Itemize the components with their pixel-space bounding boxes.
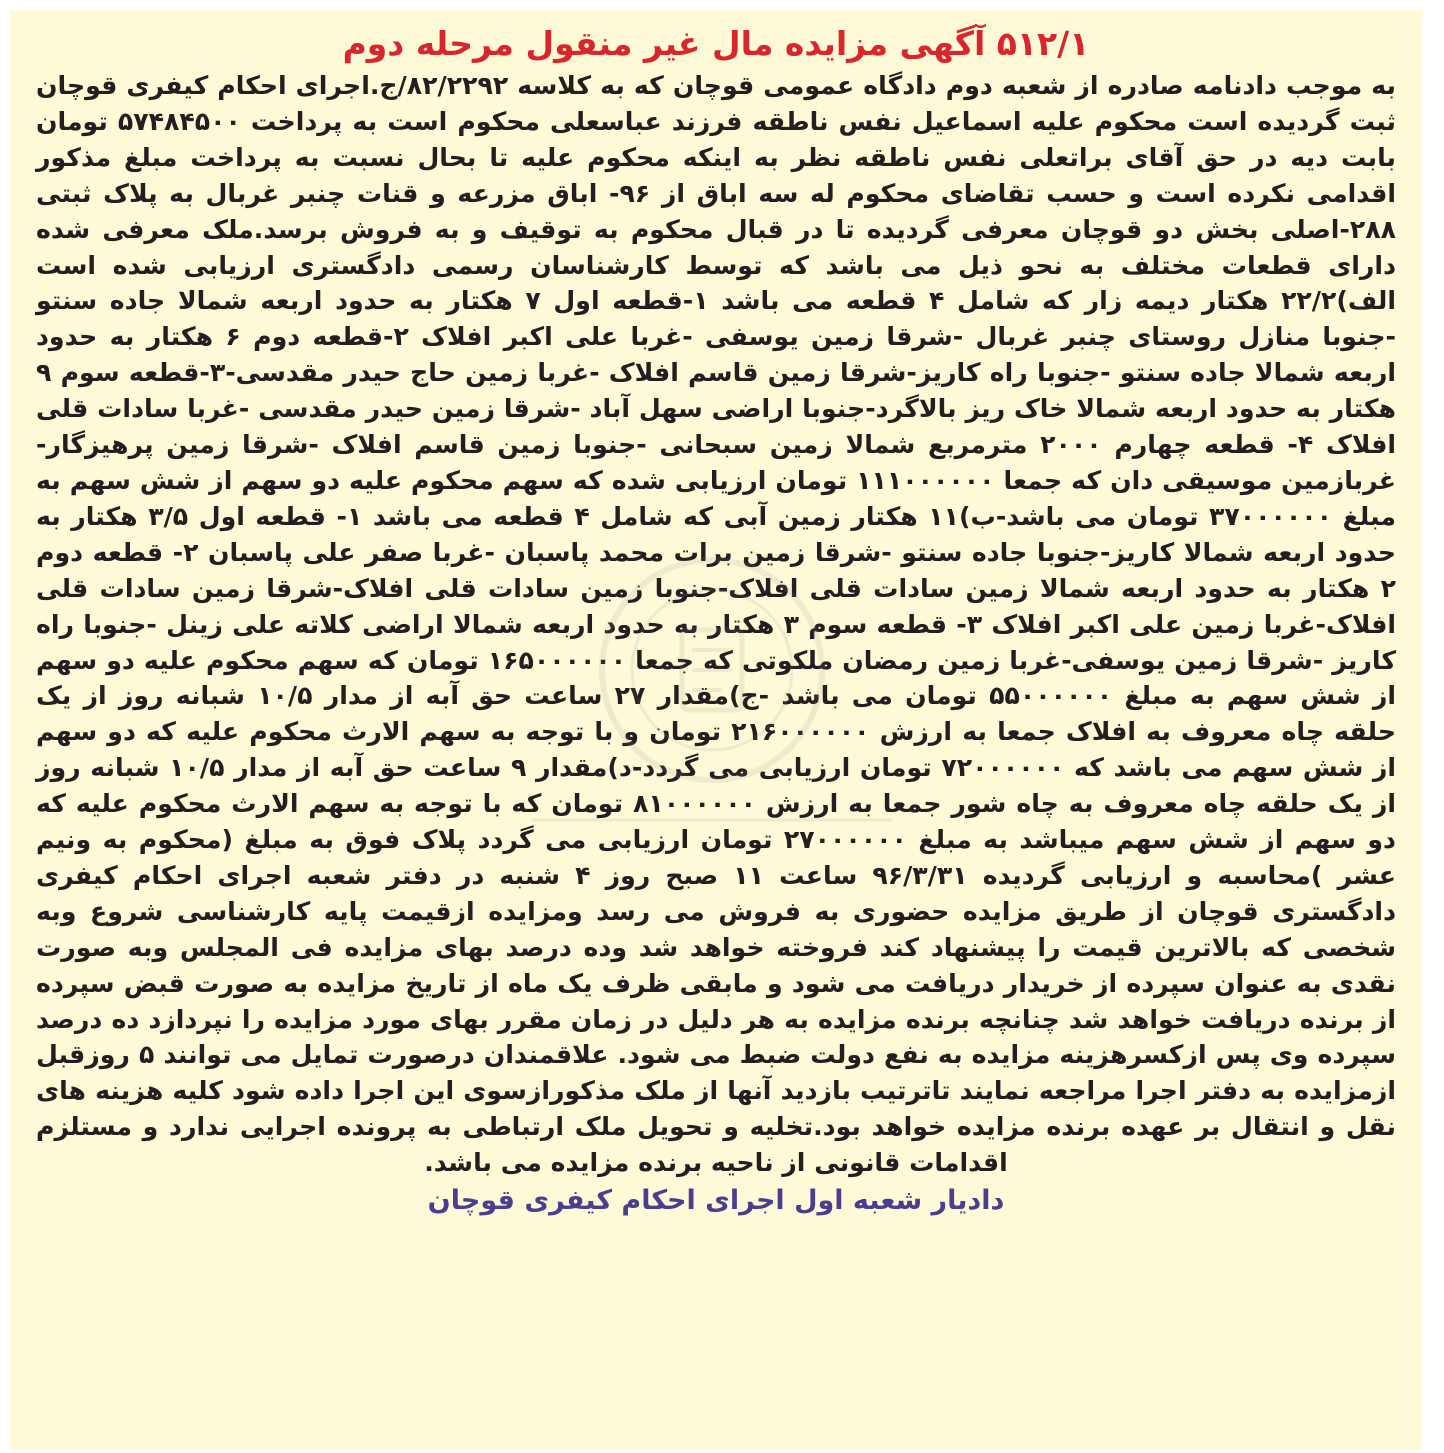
auction-notice xyxy=(10,10,1422,1450)
notice-signature: دادیار شعبه اول اجرای احکام کیفری قوچان xyxy=(427,1185,1005,1217)
notice-title: ۵۱۲/۱ آگهی مزایده مال غیر منقول مرحله دوم xyxy=(342,24,1090,63)
notice-body: به موجب دادنامه صادره از شعبه دوم دادگاه عمومی قوچان که به کلاسه ۸۲/۲۲۹۲/ج.اجرای احکام کیفری قوچان ثبت گردیده است محکوم علیه اسماعیل نفس ناطقه فرزند عباسعلی محکوم است به پرداخت ۵۷۴۸۴۵۰۰ تومان بابت دیه در حق آقای براتعلی نفس ناطقه نظر به اینکه محکوم علیه تا بحال نسبت به پرداخت مبلغ مذکور اقدامی نکرده است و حسب تقاضای محکوم له سه اباق از ۹۶- اباق مزرعه و قنات چنبر غربال به پلاک ثبتی ۲۸۸-اصلی بخش دو قوچان معرفی گردیده تا در قبال محکوم به توقیف و به فروش برسد.ملک معرفی شده دارای قطعات مختلف به نحو ذیل می باشد که توسط کارشناسان رسمی دادگستری ارزیابی شده است الف)۲۲/۲ هکتار دیمه زار که شامل ۴ قطعه می باشد ۱-قطعه اول ۷ هکتار به حدود اربعه شمالا جاده سنتو -جنوبا منازل روستای چنبر غربال -شرقا زمین یوسفی -غربا علی اکبر افلاک ۲-قطعه دوم ۶ هکتار به حدود اربعه شمالا جاده سنتو -جنوبا راه کاریز-شرقا زمین قاسم افلاک -غربا زمین حاج حیدر مقدسی-۳-قطعه سوم ۹ هکتار به حدود اربعه شمالا خاک ریز بالاگرد-جنوبا اراضی سهل آباد -شرقا زمین حیدر مقدسی -غربا سادات قلی افلاک ۴- قطعه چهارم ۲۰۰۰ مترمربع شمالا زمین سبحانی -جنوبا زمین قاسم افلاک -شرقا زمین پرهیزگار-غربازمین موسیقی دان که جمعا ۱۱۱۰۰۰۰۰۰ تومان ارزیابی شده که سهم محکوم علیه دو سهم از شش سهم به مبلغ ۳۷۰۰۰۰۰۰ تومان می باشد-ب)۱۱ هکتار زمین آبی که شامل ۴ قطعه می باشد ۱- قطعه اول ۳/۵ هکتار به حدود اربعه شمالا کاریز-جنوبا جاده سنتو -شرقا زمین برات محمد پاسبان -غربا صفر علی پاسبان ۲- قطعه دوم ۲ هکتار به حدود اربعه شمالا زمین سادات قلی افلاک-جنوبا زمین سادات قلی افلاک-شرقا زمین سادات قلی افلاک-غربا زمین علی اکبر افلاک ۳- قطعه سوم ۳ هکتار به حدود اربعه شمالا اراضی کلاته علی زینل -جنوبا راه کاریز -شرقا زمین یوسفی-غربا زمین رمضان ملکوتی که جمعا ۱۶۵۰۰۰۰۰۰ تومان که سهم محکوم علیه دو سهم از شش سهم به مبلغ ۵۵۰۰۰۰۰۰ تومان می باشد -ج)مقدار ۲۷ ساعت حق آبه از مدار ۱۰/۵ شبانه روز از یک حلقه چاه معروف به افلاک جمعا به ارزش ۲۱۶۰۰۰۰۰۰ تومان و با توجه به سهم الارث محکوم علیه که دو سهم از شش سهم می باشد که ۷۲۰۰۰۰۰۰ تومان ارزیابی می گردد-د)مقدار ۹ ساعت حق آبه از مدار ۱۰/۵ شبانه روز از یک حلقه چاه معروف به چاه شور جمعا به ارزش ۸۱۰۰۰۰۰۰ تومان که با توجه به سهم الارث محکوم علیه که دو سهم از شش سهم میباشد به مبلغ ۲۷۰۰۰۰۰۰ تومان ارزیابی می گردد پلاک فوق به مبلغ (محکوم به ونیم عشر )محاسبه و ارزیابی گردیده ۹۶/۳/۳۱ ساعت ۱۱ صبح روز ۴ شنبه در دفتر شعبه اجرای احکام کیفری دادگستری قوچان از طریق مزایده حضوری به فروش می رسد ومزایده ازقیمت پایه کارشناسی شروع وبه شخصی که بالاترین قیمت را پیشنهاد کند فروخته خواهد شد وده درصد بهای مزایده فی المجلس وبه صورت نقدی به عنوان سپرده از خریدار دریافت می شود و مابقی ظرف یک ماه از تاریخ مزایده به صورت قبض سپرده از برنده دریافت خواهد شد چنانچه برنده مزایده به هر دلیل در زمان مقرر بهای مورد مزایده را نپردازد ده درصد سپرده وی پس ازکسرهزینه مزایده به نفع دولت ضبط می شود. علاقمندان درصورت تمایل می توانند ۵ روزقبل ازمزایده به دفتر اجرا مراجعه نمایند تاترتیب بازدید آنها از ملک مذکورازسوی این اجرا داده شود کلیه هزینه های نقل و انتقال بر عهده برنده مزایده خواهد بود.تخلیه و تحویل ملک ارتباطی به پرونده اجرایی ندارد و مستلزم اقدامات قانونی از ناحیه برنده مزایده می باشد. xyxy=(36,71,1397,1178)
